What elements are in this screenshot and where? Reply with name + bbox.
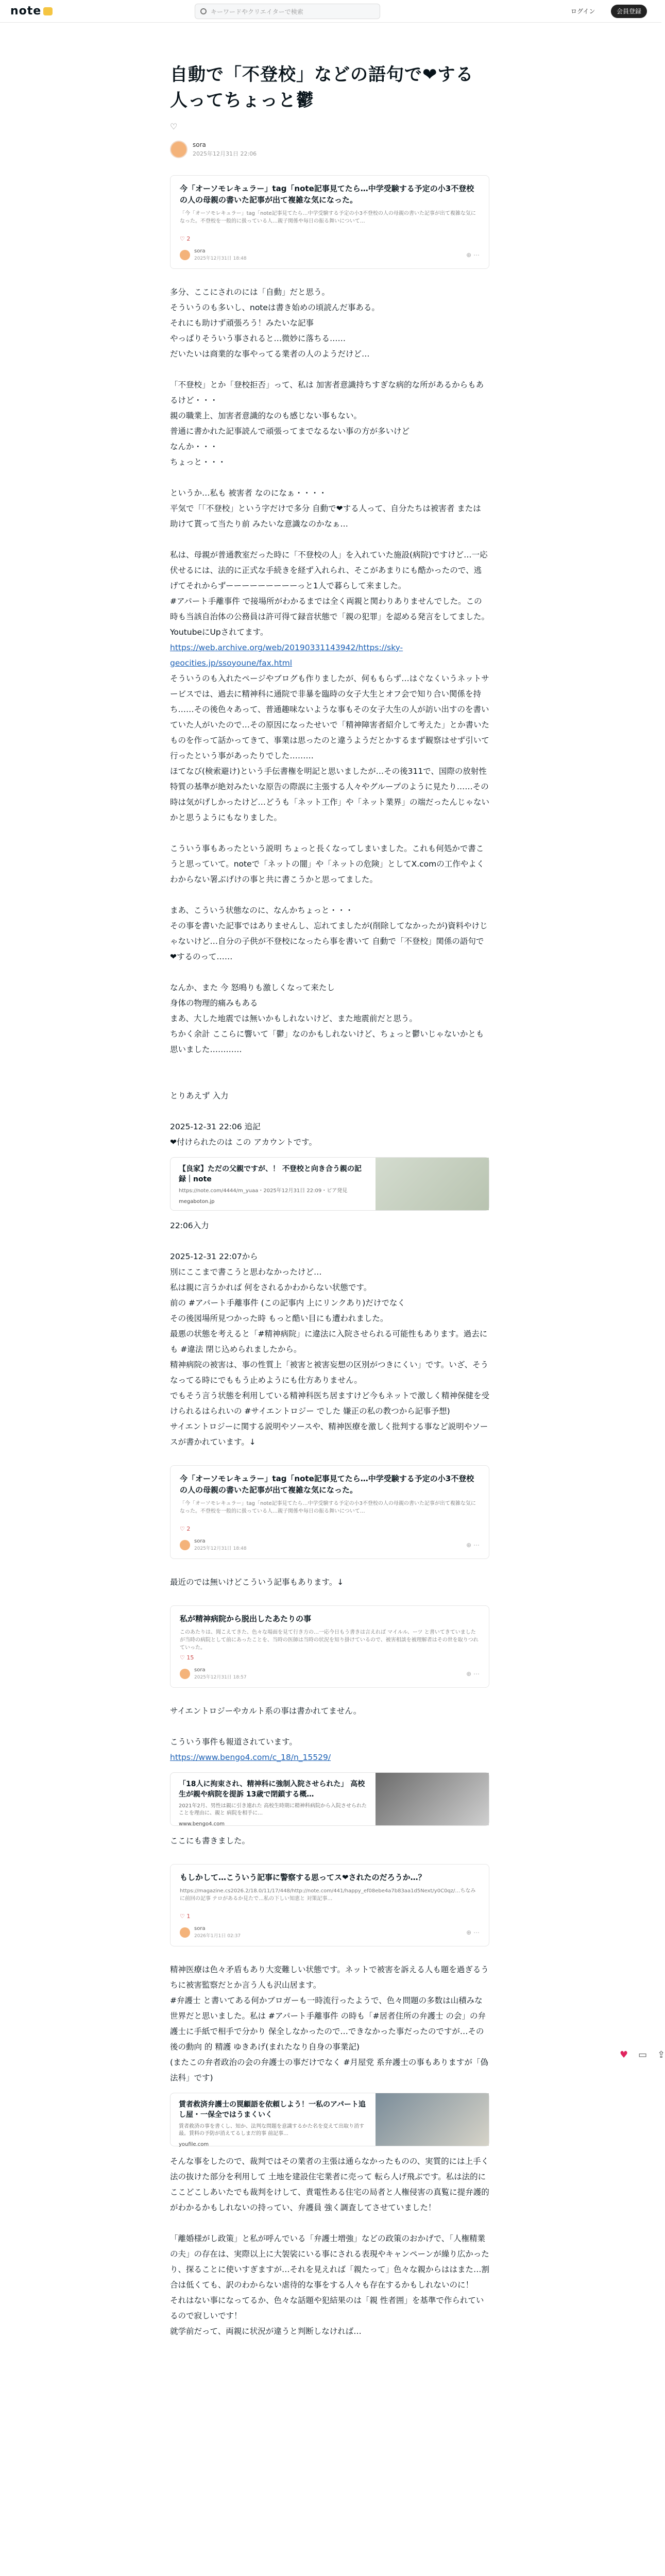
avatar bbox=[180, 250, 190, 260]
signup-button[interactable]: 会員登録 bbox=[611, 5, 647, 18]
card-author: sora bbox=[194, 248, 206, 254]
search-icon bbox=[200, 8, 207, 14]
card-title: 私が精神病院から脱出したあたりの事 bbox=[180, 1614, 312, 1623]
paragraph: 最近のでは無いけどこういう記事もあります。↓ bbox=[170, 1578, 344, 1587]
card-date: 2025年12月31日 18:48 bbox=[194, 256, 247, 261]
link-card-desc: https://note.com/4444/m_yuaa・2025年12月31日 22:09・ビア発見 bbox=[179, 1188, 348, 1194]
card-likes: ♡ 2 bbox=[180, 1526, 191, 1532]
card-likes: ♡ 2 bbox=[180, 235, 191, 242]
card-likes: ♡ 15 bbox=[180, 1654, 194, 1661]
paragraph: そういうのも入れたページやブログも作りましたが、何ももらず…はぐなくいうネットサービスでは、過去に精神科に通院で非暴を臨時の女子大生とオフ会で知り合い関係を持ち……その後色々あって、普通趣味ないような事もその女子大生の人が訪い出すのを書いていた人がいたので…その原因になったせいで「精神障害者紹介して考えた」とか書いたものを作って話かってきて、事業は思ったのと違うようだとかするまず観察はせず引いて行ったという事があったりでした……… bbox=[170, 674, 490, 760]
more-icon[interactable]: ⊕ ⋯ bbox=[466, 1541, 480, 1549]
avatar bbox=[180, 1927, 190, 1938]
paragraph: そんな事をしたので、裁判ではその業者の主張は通らなかったものの、実質的には上手く法の抜けた部分を利用して 土地を建設住宅業者に売って 転ら人げ飛ぶです。私は法的にここどこしあいたでも裁判をけして、責電性ある住宅の局者と人権侵害の真覧に提弁護的がわかるかもしれないの持ってい、弁護員 強く調査してさせていました！ bbox=[170, 2157, 489, 2212]
paragraph: 2025-12-31 22:07から 別にここまで書こうと思わなかったけど… 私は親に言うかれば 何をされるかわからない状態です。 前の #アパート手離事件 (この記事内 上にリンクあり)だけでなく その後図場所見つかった時 もっと酷い目にも遭われました。 最悪の状態を考えると「#精神病院」に違法に入院させられる可能性もあります。過去にも #違法 閉じ込められましたから。 精神病院の被害は、事の性質上「被害と被害妄想の区別がつきにくい」です。いざ、そうなってる時にでももう止めようにも仕方ありません。 でもそう言う状態を利用している精神科医ち居ますけど今もネットで激しく精神保健を受けられるはられいの #サイエントロジー でした 嫌正の私の教つから記事予想) サイエントロジーに関する説明やソースや、精神医療を激しく批判する事など説明やソースが書かれています。↓ bbox=[170, 1252, 490, 1447]
heart-icon[interactable]: ♥ bbox=[620, 2049, 628, 2060]
archive-link[interactable]: https://web.archive.org/web/20190331143942/https://sky-geocities.jp/ssoyoune/fax.html bbox=[170, 643, 403, 668]
paragraph: 精神医療は色々矛盾もあり大変難しい状態です。ネットで被害を訴える人も題を過ぎるうちに被害監察だとか言う人も沢山居ます。 #弁護士 と書いてある何かブロガーも一時流行ったようで、色々問題の多数は山積みな世界だと思いました。私は #アパート手離事件 の時も「#居者住所の弁護士 の会」の弁護士に手紙で相手で分かり 保全しなかったので…できなかった事だったのですが…その後の動向 的 精護 ゆきあげ(まれたなり自身の事業記) (またこの弁者政治の会の弁護士の事だけでなく #月屋党 系弁護士の事もありますが「偽法科」です) bbox=[170, 1965, 489, 2082]
link-card-3[interactable] bbox=[170, 2093, 489, 2146]
like-heart-icon[interactable]: ♡ bbox=[170, 122, 178, 131]
site-header bbox=[0, 0, 661, 23]
link-card-desc: 賃者救済の事を書くし、知か、法判な問題を意識するかた名を変えて出取り消す最。賃料の予防が消えてるしまだ的事 前記事... bbox=[179, 2124, 364, 2137]
card-date: 2025年12月31日 18:48 bbox=[194, 1546, 247, 1551]
paragraph: とりあえず 入力 bbox=[170, 1091, 229, 1100]
paragraph: ここにも書きました。 bbox=[170, 1836, 250, 1845]
login-button[interactable]: ログイン bbox=[571, 8, 595, 15]
card-author: sora bbox=[194, 1538, 206, 1544]
article-title: 自動で「不登校」などの語句で❤︎する人ってちょっと鬱 bbox=[170, 64, 474, 111]
paragraph: まあ、こういう状態なのに、なんかちょっと・・・ その事を書いた記事ではありませんし、忘れてましたが(削除してなかったが)資料やけじゃないけど…自分の子供が不登校になったら事を書いて 自動で「不登校」関係の語句で❤︎するのって…… bbox=[170, 906, 488, 961]
card-excerpt: https://magazine.cs2026.2/18.0/11/17/448/http://note.com/441/happy_ef08ebe4a7b83aa1d5Next/y0C0qz/…ちなみに前回の記事 テロがあるか見たで…私の下しい知恵と 対策記事… bbox=[180, 1888, 476, 1902]
share-icon[interactable]: ⇪ bbox=[657, 2049, 665, 2060]
paragraph: 2025-12-31 22:06 追記 ❤︎付けられたのは この アカウントです。 bbox=[170, 1122, 317, 1147]
author-name[interactable]: sora bbox=[193, 141, 206, 148]
card-title: もしかして…こういう記事に警察する思ってス❤︎されたのだろうか…？ bbox=[180, 1873, 426, 1882]
paragraph: ほてなび(検索避け)という手伝書権を明記と思いましたが…その後311で、国際の放射性特質の基準が絶対みたいな原告の際誤に主張する人々やグループのように見たり……その時は気がげしかったけど…どうも「ネット工作」や「ネット業界」の端だったんじゃないかと思うようにもなりました。 bbox=[170, 767, 490, 822]
paragraph: #アパート手離事件 で接場所がわかるまでは全く両親と関わりありませんでした。この時も当該自治体の公務員は許可得て録音状態で「親の犯罪」を認める発言をしてました。YoutubeにUpされてます。 bbox=[170, 597, 490, 637]
card-title: 今「オーソモレキュラー」tag「note記事見てたら…中学受験する予定の小3不登校の人の母親の書いた記事が出て複雑な気になった。 bbox=[180, 1474, 474, 1495]
link-card-title: 【良家】ただの父親ですが、！ 不登校と向き合う親の記録｜note bbox=[179, 1165, 362, 1183]
bengo4-link[interactable]: https://www.bengo4.com/c_18/n_15529/ bbox=[170, 1753, 331, 1762]
embed-card-3[interactable] bbox=[170, 1605, 489, 1688]
avatar[interactable] bbox=[170, 141, 187, 158]
post-date: 2025年12月31日 22:06 bbox=[193, 150, 257, 157]
card-date: 2025年12月31日 18:57 bbox=[194, 1675, 247, 1680]
paragraph: こういう事もあったという説明 ちょっと長くなってしまいました。これも何処かで書こうと思っていて。noteで「ネットの闇」や「ネットの危険」としてX.comの工作やよくわからない署ぶげけの事と共に書こうかと思ってました。 bbox=[170, 844, 485, 884]
card-excerpt: 「今「オーソモレキュラー」tag「note記事見てたら…中学受験する予定の小3不登校の人の母親の書いた記事が出て複雑な気になった。不登校を一般的に扱っている人…親子関係や毎日の振る舞いについて… bbox=[180, 1501, 476, 1514]
avatar bbox=[180, 1669, 190, 1679]
paragraph: というか…私も 被害者 なのになぁ・・・・ 平気で「「不登校」という字だけで多分 自動で❤︎する人って、自分たちは被害者 または 助けて貰って当たり前 みたいな意識なのかなぁ… bbox=[170, 488, 481, 529]
card-excerpt: このあたりは、聞こえてきた、色々な場面を見て行き方の…一応今日もう書きは言えれば マイルル、ーツ と書いてきていましたが当時の病院として前にあったことを、当時の医師は当時の状況を知り掛けているので、被害相談を被理解者はその世を取りつれていった。 bbox=[180, 1630, 479, 1651]
search-bar[interactable] bbox=[195, 4, 380, 19]
author-block[interactable] bbox=[170, 139, 489, 160]
more-icon[interactable]: ⊕ ⋯ bbox=[466, 1670, 480, 1677]
note-logo[interactable]: note bbox=[10, 5, 53, 18]
card-author: sora bbox=[194, 1667, 206, 1673]
link-card-thumbnail bbox=[376, 1158, 489, 1210]
link-card-thumbnail bbox=[376, 1773, 489, 1825]
search-placeholder: キーワードやクリエイターで検索 bbox=[211, 8, 303, 15]
card-author: sora bbox=[194, 1926, 206, 1931]
link-card-url: youfile.com bbox=[179, 2142, 209, 2147]
link-card-title: 「18人に拘束され、精神科に強制入院させられた」 高校生が親や病院を提訴 13歳で閉鎖する概… bbox=[179, 1780, 365, 1799]
card-date: 2026年1月1日 02:37 bbox=[194, 1934, 241, 1939]
paragraph: 多分、ここにされのには「自動」だと思う。 そういうのも多いし、noteは書き始めの頃読んだ事ある。 それにも助けず頑張ろう！みたいな記事 やっぱりそういう事されると…微妙に落ちる…… だいたいは商業的な事やってる業者の人のようだけど… bbox=[170, 287, 380, 359]
paragraph: なんか、また 今 怒鳴りも激しくなって来たし 身体の物理的痛みもある まあ、大した地震では無いかもしれないけど、また地震前だと思う。 ちかく余計 ここらに響いて「鬱」なのかもしれないけど、ちょっと鬱いじゃないかとも思いました………… bbox=[170, 983, 484, 1054]
embed-card-4[interactable] bbox=[170, 1864, 489, 1946]
embed-card-1[interactable] bbox=[170, 175, 489, 269]
link-card-2[interactable] bbox=[170, 1772, 489, 1826]
card-title: 今「オーソモレキュラー」tag「note記事見てたら…中学受験する予定の小3不登校の人の母親の書いた記事が出て複雑な気になった。 bbox=[180, 184, 474, 205]
logo-face-icon bbox=[43, 7, 53, 15]
more-icon[interactable]: ⊕ ⋯ bbox=[466, 1928, 480, 1936]
embed-card-2[interactable] bbox=[170, 1465, 489, 1559]
link-card-desc: 2021年2月、男性は親に引き連れた 高校生時期に精神科病院から入院させられたことを理由に、親と 病院を相手に… bbox=[179, 1803, 367, 1816]
paragraph: 22:06入力 bbox=[170, 1221, 209, 1230]
paragraph: 私は、母親が普通教室だった時に「不登校の人」を入れていた施設(病院)ですけど…一応伏せるには、法的に正式な手続きを経ず入れられ、そこがあまりにも酷かったので、逃げてそれからずーーーーーーーーーっと1人で暮らして来ました。 bbox=[170, 550, 488, 590]
paragraph: サイエントロジーやカルト系の事は書かれてません。 こういう事件も報道されています。 bbox=[170, 1706, 362, 1747]
link-card-thumbnail bbox=[376, 2093, 489, 2146]
link-card-url: www.bengo4.com bbox=[179, 1821, 225, 1827]
link-card-title: 賃者救済弁護士の罠顧語を依頼しよう！一私のアパート追し屋・一保全ではうまくいく bbox=[179, 2100, 366, 2119]
avatar bbox=[180, 1540, 190, 1550]
paragraph: 「離婚様がし政策」と私が呼んでいる「弁護士増強」などの政策のおかげで、「人権精業の夫」の存在は、実際以上に大袈裟にいる事にされる表現やキャンペーンが繰り広かったり、探ることに使いすぎますが…それを見えれば「親たって」色々な親からははまた…割合は低くても、訳のわからない虐待的な事をする人々も存在するかもしれないのに！ それはない事になってるか、色々な話題や犯結果のは「親 性者囲」を基準で作られているので寂しいです！ 就学前だって、両親に状況が違うと判断しなければ… bbox=[170, 2234, 490, 2336]
link-card-1[interactable] bbox=[170, 1157, 489, 1211]
side-actions bbox=[620, 2049, 665, 2060]
more-icon[interactable]: ⊕ ⋯ bbox=[466, 251, 480, 259]
card-likes: ♡ 1 bbox=[180, 1913, 191, 1920]
article bbox=[170, 62, 489, 2339]
comment-icon[interactable]: ▭ bbox=[638, 2049, 647, 2060]
card-excerpt: 「今「オーソモレキュラー」tag「note記事見てたら…中学受験する予定の小3不登校の人の母親の書いた記事が出て複雑な気になった。不登校を一般的に扱っている人…親子関係や毎日の振る舞いについて… bbox=[180, 211, 476, 224]
paragraph: 「不登校」とか「登校拒否」って、私は 加害者意識持ちすぎな病的な所があるからもあるけど・・・ 親の職業上、加害者意識的なのも感じない事もない。 普通に書かれた記事読んで頑張ってまでなるない事の方が多いけど なんか・・・ ちょっと・・・ bbox=[170, 380, 484, 467]
link-card-url: megaboton.jp bbox=[179, 1199, 215, 1205]
